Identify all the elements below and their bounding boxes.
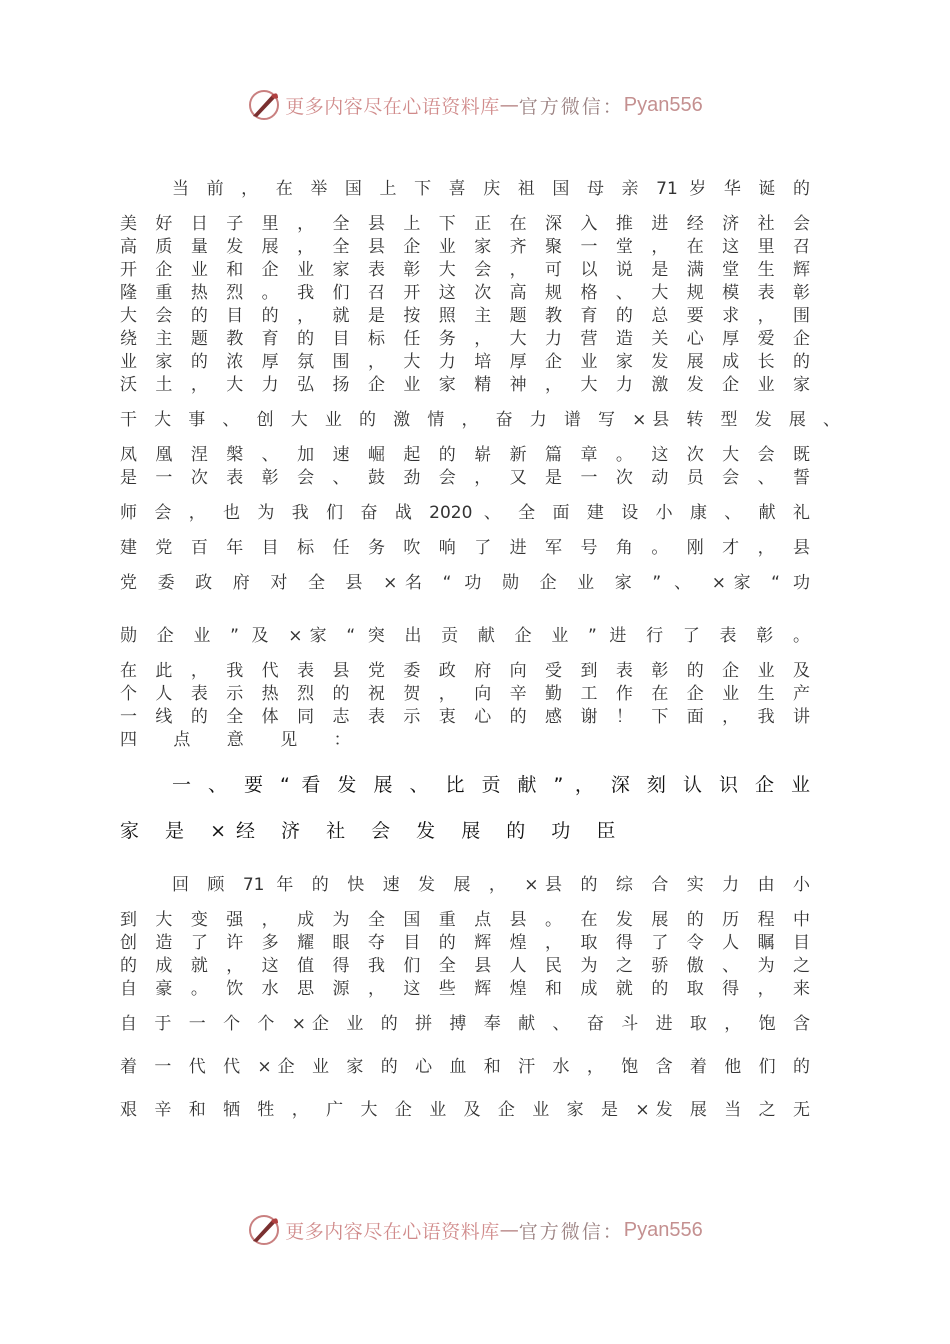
paragraph-line: 的 成 就 ， 这 值 得 我 们 全 县 人 民 为 之 骄 傲 、 为 之	[120, 956, 810, 976]
paragraph-line: 党 委 政 府 对 全 县 ×名 “ 功 勋 企 业 家 ” 、 ×家 “ 功	[120, 573, 810, 593]
banner-wechat-id: Pyan556	[623, 93, 703, 116]
paragraph-line: 业 家 的 浓 厚 氛 围 ， 大 力 培 厚 企 业 家 发 展 成 长 的	[120, 352, 810, 372]
banner-label: 官方微信：	[518, 1220, 624, 1243]
footer-watermark-banner	[0, 1210, 950, 1250]
paragraph-line: 着 一 代 代 ×企 业 家 的 心 血 和 汗 水 ， 饱 含 着 他 们 的	[120, 1057, 810, 1077]
paragraph-line: 一 线 的 全 体 同 志 表 示 衷 心 的 感 谢 ！ 下 面 ， 我 讲	[120, 707, 810, 727]
quill-logo-icon	[247, 1213, 281, 1247]
banner-separator: —	[499, 1219, 519, 1241]
paragraph-line: 自 豪 。 饮 水 思 源 ， 这 些 辉 煌 和 成 就 的 取 得 ， 来	[120, 979, 810, 999]
paragraph-line: 美 好 日 子 里 ， 全 县 上 下 正 在 深 入 推 进 经 济 社 会	[120, 214, 810, 234]
paragraph-line: 沃 土 ， 大 力 弘 扬 企 业 家 精 神 ， 大 力 激 发 企 业 家	[120, 375, 810, 395]
document-body	[120, 178, 840, 1122]
banner-wechat-id: Pyan556	[623, 1218, 703, 1241]
paragraph-line: 师 会 ， 也 为 我 们 奋 战 2020 、 全 面 建 设 小 康 、 献 礼	[120, 503, 810, 523]
header-watermark-banner	[0, 85, 950, 125]
banner-text: 更多内容尽在心语资料库	[285, 95, 500, 118]
paragraph-line: 干 大 事 、 创 大 业 的 激 情 ， 奋 力 谱 写 ×县 转 型 发 展 、	[120, 410, 840, 430]
banner-label: 官方微信：	[518, 95, 624, 118]
section-heading: 家 是 ×经 济 社 会 发 展 的 功 臣	[120, 820, 626, 842]
paragraph-line: 四 点 意 见 ：	[120, 730, 367, 750]
paragraph-line: 凤 凰 涅 槃 、 加 速 崛 起 的 崭 新 篇 章 。 这 次 大 会 既	[120, 445, 810, 465]
paragraph-line: 创 造 了 许 多 耀 眼 夺 目 的 辉 煌 ， 取 得 了 令 人 瞩 目	[120, 933, 810, 953]
paragraph-line: 在 此 ， 我 代 表 县 党 委 政 府 向 受 到 表 彰 的 企 业 及	[120, 661, 810, 681]
paragraph-line: 是 一 次 表 彰 会 、 鼓 劲 会 ， 又 是 一 次 动 员 会 、 誓	[120, 468, 810, 488]
paragraph-line: 自 于 一 个 个 ×企 业 的 拼 搏 奉 献 、 奋 斗 进 取 ， 饱 含	[120, 1014, 810, 1034]
paragraph-line: 艰 辛 和 牺 牲 ， 广 大 企 业 及 企 业 家 是 ×发 展 当 之 无	[120, 1100, 810, 1120]
paragraph-line: 勋 企 业 ” 及 ×家 “ 突 出 贡 献 企 业 ” 进 行 了 表 彰 。	[120, 626, 810, 646]
paragraph-line: 个 人 表 示 热 烈 的 祝 贺 ， 向 辛 勤 工 作 在 企 业 生 产	[120, 684, 810, 704]
paragraph-line: 回 顾 71 年 的 快 速 发 展 ， ×县 的 综 合 实 力 由 小	[172, 875, 810, 895]
quill-logo-icon	[247, 88, 281, 122]
paragraph-line: 高 质 量 发 展 ， 全 县 企 业 家 齐 聚 一 堂 ， 在 这 里 召	[120, 237, 810, 257]
paragraph-line: 隆 重 热 烈 。 我 们 召 开 这 次 高 规 格 、 大 规 模 表 彰	[120, 283, 810, 303]
section-heading: 一 、 要 “ 看 发 展 、 比 贡 献 ” ， 深 刻 认 识 企 业	[172, 774, 810, 796]
paragraph-line: 开 企 业 和 企 业 家 表 彰 大 会 ， 可 以 说 是 满 堂 生 辉	[120, 260, 810, 280]
paragraph-line: 绕 主 题 教 育 的 目 标 任 务 ， 大 力 营 造 关 心 厚 爱 企	[120, 329, 810, 349]
paragraph-line: 大 会 的 目 的 ， 就 是 按 照 主 题 教 育 的 总 要 求 ， 围	[120, 306, 810, 326]
paragraph-line: 建 党 百 年 目 标 任 务 吹 响 了 进 军 号 角 。 刚 才 ， 县	[120, 538, 810, 558]
paragraph-line: 到 大 变 强 ， 成 为 全 国 重 点 县 。 在 发 展 的 历 程 中	[120, 910, 810, 930]
paragraph-line: 当 前 ， 在 举 国 上 下 喜 庆 祖 国 母 亲 71 岁 华 诞 的	[172, 179, 810, 199]
banner-separator: —	[499, 94, 519, 116]
banner-text: 更多内容尽在心语资料库	[285, 1220, 500, 1243]
